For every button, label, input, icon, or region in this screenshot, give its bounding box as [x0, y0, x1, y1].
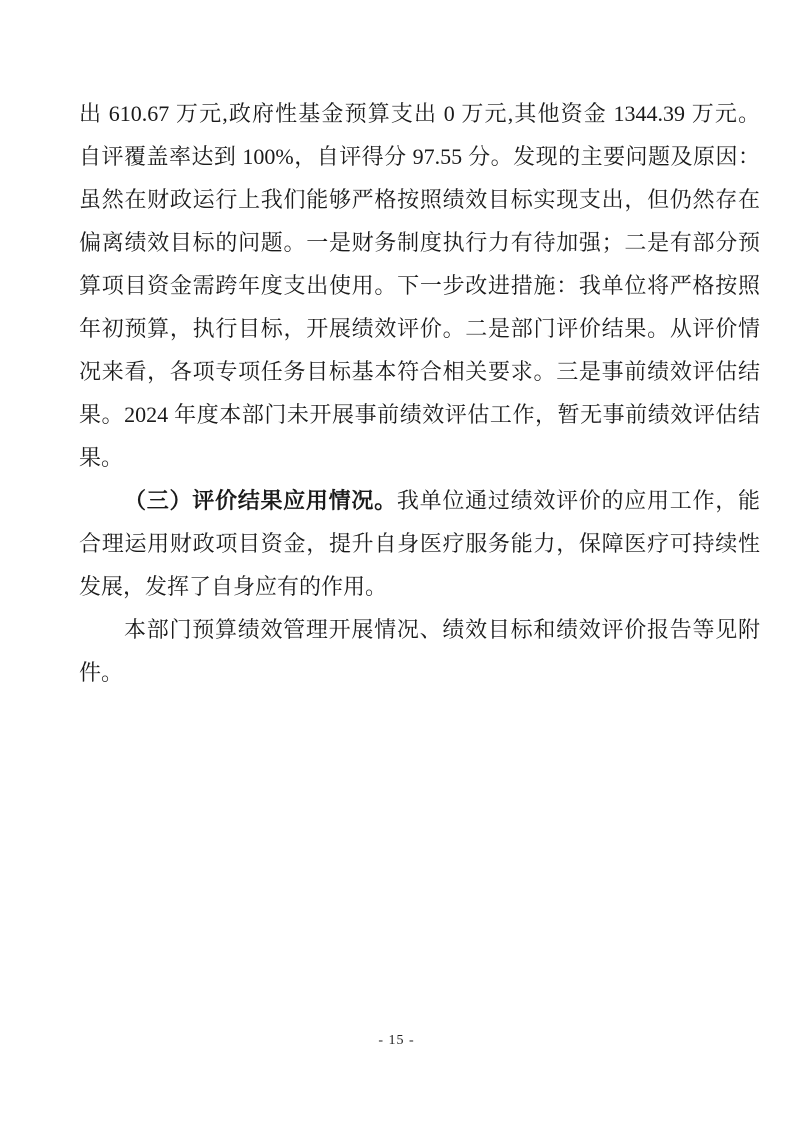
body-text-line: 年初预算，执行目标，开展绩效评价。二是部门评价结果。从评价情	[79, 316, 760, 341]
body-text-line	[79, 479, 760, 522]
section-heading: （三）评价结果应用情况。	[124, 488, 397, 513]
body-text-line: 果。2024 年度本部门未开展事前绩效评估工作，暂无事前绩效评估结	[79, 402, 760, 427]
body-text-line: 本部门预算绩效管理开展情况、绩效目标和绩效评价报告等见附	[124, 617, 760, 642]
body-text-line: 果。	[79, 445, 124, 470]
body-text-line: 合理运用财政项目资金，提升自身医疗服务能力，保障医疗可持续性	[79, 531, 760, 556]
body-text-line: 况来看，各项专项任务目标基本符合相关要求。三是事前绩效评估结	[79, 359, 760, 384]
body-text-segment: 我单位通过绩效评价的应用工作，能	[396, 488, 760, 513]
body-text-line: 发展，发挥了自身应有的作用。	[79, 574, 388, 599]
body-text-line: 件。	[79, 660, 124, 685]
body-text-line: 虽然在财政运行上我们能够严格按照绩效目标实现支出，但仍然存在	[79, 187, 760, 212]
page-number: - 15 -	[378, 1033, 415, 1048]
document-body	[79, 92, 760, 694]
body-text-line: 出 610.67 万元,政府性基金预算支出 0 万元,其他资金 1344.39 万元。	[79, 101, 760, 126]
page-number-footer	[0, 1030, 793, 1052]
body-text-line: 偏离绩效目标的问题。一是财务制度执行力有待加强；二是有部分预	[79, 230, 760, 255]
body-text-line: 算项目资金需跨年度支出使用。下一步改进措施：我单位将严格按照	[79, 273, 760, 298]
body-text-line: 自评覆盖率达到 100%，自评得分 97.55 分。发现的主要问题及原因：	[79, 144, 760, 169]
